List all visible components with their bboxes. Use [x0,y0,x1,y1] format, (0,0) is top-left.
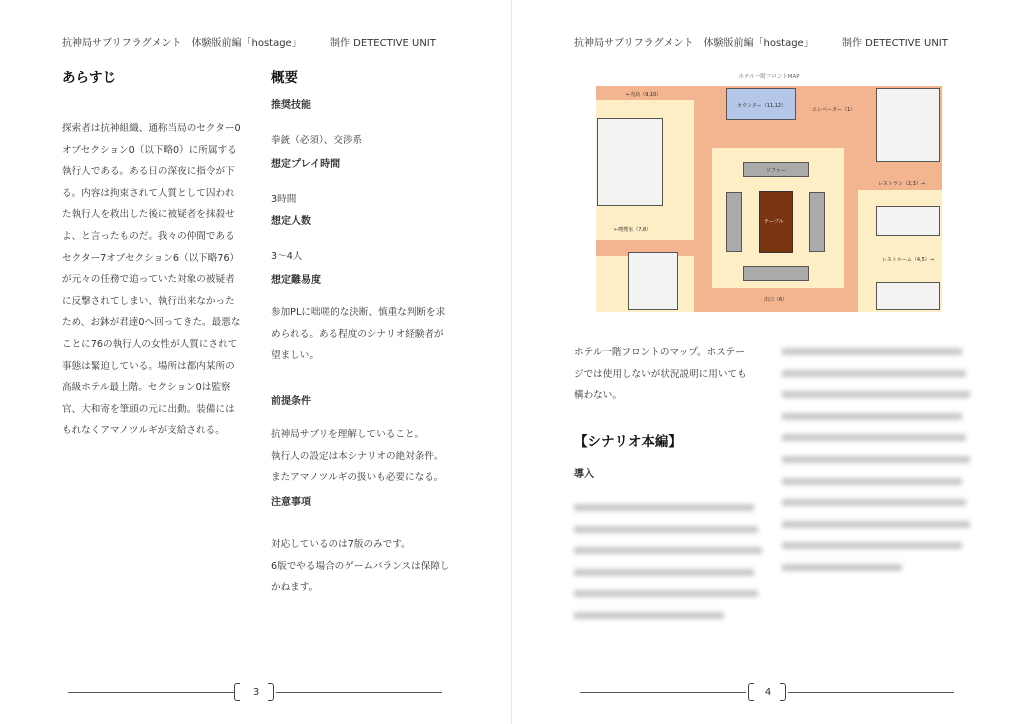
blurred-line [782,478,962,485]
hotel-lobby-map [596,86,942,312]
synopsis-line: ことに76の執行人の女性が人質にされて [62,338,238,350]
right-page [512,0,1024,724]
premise-text [271,424,471,489]
map-sofa-bottom [743,266,809,281]
difficulty-label: 想定難易度 [271,275,321,286]
map-label-restaurant: レストラン（2,3）→ [878,181,925,187]
difficulty-text [271,302,471,367]
map-room-restaurant [876,206,940,236]
map-table: テーブル [759,191,793,253]
synopsis-heading: あらすじ [62,70,116,86]
notes-line: 6版でやる場合のゲームバランスは保障し [271,560,450,572]
synopsis-line: もれなくアマノツルギが支給される。 [62,425,225,437]
players-value: 3〜4人 [271,251,303,262]
premise-label: 前提条件 [271,396,311,407]
map-sofa-left [726,192,742,252]
map-label-exit: 出口（6） [764,297,788,303]
map-room-storage [628,252,678,310]
overview-heading: 概要 [271,70,298,86]
synopsis-line: 官、大和寄を筆頭の元に出動。装備には [62,403,235,415]
caption-line: ジでは使用しないが状況説明に用いても [574,368,747,380]
blurred-line [574,569,754,576]
blurred-line [782,521,970,528]
difficulty-line: 参加PLに咄嗟的な決断、慎重な判断を求 [271,307,446,318]
blurred-line [782,413,962,420]
synopsis-line: 事態は緊迫している。場所は都内某所の [62,360,235,372]
blurred-line [782,542,962,549]
map-caption [574,342,764,407]
difficulty-line: 望ましい。 [271,350,319,362]
scenario-heading: 【シナリオ本編】 [574,434,682,450]
blurred-line [782,564,902,571]
blurred-intro-text [574,498,764,638]
blurred-line [782,499,966,506]
blurred-line [782,391,970,398]
synopsis-line: に反撃されてしまい、執行出来なかった [62,295,235,307]
footer-rule-left [580,692,746,693]
map-title: ホテル一階フロントMAP [738,74,800,80]
page-number-bracket-open [234,683,240,701]
synopsis-line: た執行人を救出した後に被疑者を抹殺せ [62,209,235,221]
page-number-bracket-close [780,683,786,701]
running-header-credit: 制作 DETECTIVE UNIT [330,38,436,49]
blurred-line [782,434,966,441]
time-label: 想定プレイ時間 [271,159,341,170]
synopsis-line: が元々の任務で追っていた対象の被疑者 [62,274,235,286]
skills-value: 拳銃（必須）、交渉系 [271,135,363,146]
map-room-elevator-side [876,88,940,162]
blurred-line [782,370,966,377]
blurred-line [574,590,758,597]
skills-label: 推奨技能 [271,100,311,111]
time-value: 3時間 [271,194,297,205]
map-room-restroom [876,282,940,310]
blurred-line [782,456,970,463]
synopsis-line: よ、と言ったものだ。我々の仲間である [62,230,235,242]
synopsis-text [62,118,252,442]
footer-rule-right [276,692,442,693]
caption-line: ホテル一階フロントのマップ。ホステー [574,347,745,358]
blurred-line [574,547,762,554]
map-counter: カウンター（11,12） [726,88,796,120]
page-number-bracket-close [268,683,274,701]
premise-line: 執行人の設定は本シナリオの絶対条件。 [271,450,444,462]
map-label-elevator: エレベーター（1） [812,107,856,113]
footer-rule-left [68,692,234,693]
map-room-shop [597,118,663,206]
synopsis-line: 執行人である。ある日の深夜に指令が下 [62,166,235,178]
synopsis-line: 探索者は抗神組織、通称当局のセクター0 [62,123,241,134]
map-sofa-right [809,192,825,252]
blurred-column-text [782,342,972,592]
premise-line: 抗神局サブリを理解していること。 [271,429,425,440]
running-header-title: 抗神局サブリフラグメント 体験版前編「hostage」 [62,38,302,49]
running-header-title: 抗神局サブリフラグメント 体験版前編「hostage」 [574,38,814,49]
notes-label: 注意事項 [271,497,311,508]
synopsis-line: 高級ホテル最上階。セクション0は監察 [62,382,231,394]
blurred-line [782,348,962,355]
page-number: 4 [764,687,772,698]
synopsis-line: セクター7オブセクション6（以下略76） [62,252,240,264]
notes-line: 対応しているのは7版のみです。 [271,539,411,550]
blurred-line [574,526,758,533]
blurred-line [574,504,754,511]
running-header-credit: 制作 DETECTIVE UNIT [842,38,948,49]
map-label-restroom: レストルーム（4,5）→ [882,257,934,263]
map-sofa-top: ソファー [743,162,809,177]
synopsis-line: る。内容は拘束されて人質として囚われ [62,187,235,199]
players-label: 想定人数 [271,216,311,227]
footer-rule-right [788,692,954,693]
caption-line: 構わない。 [574,390,622,402]
map-label-storage: ←喫煙室（7,8） [614,227,652,233]
map-label-shop: ←売店（9,10） [626,92,662,98]
blurred-line [574,612,724,619]
difficulty-line: められる。ある程度のシナリオ経験者が [271,328,444,340]
notes-text [271,534,471,599]
premise-line: またアマノツルギの扱いも必要になる。 [271,472,444,484]
intro-label: 導入 [574,469,594,480]
synopsis-line: ため、お鉢が君達0へ回ってきた。最悪な [62,317,241,329]
notes-line: かねます。 [271,582,319,594]
synopsis-line: オブセクション0（以下略0）に所属する [62,144,237,156]
page-number: 3 [252,687,260,698]
